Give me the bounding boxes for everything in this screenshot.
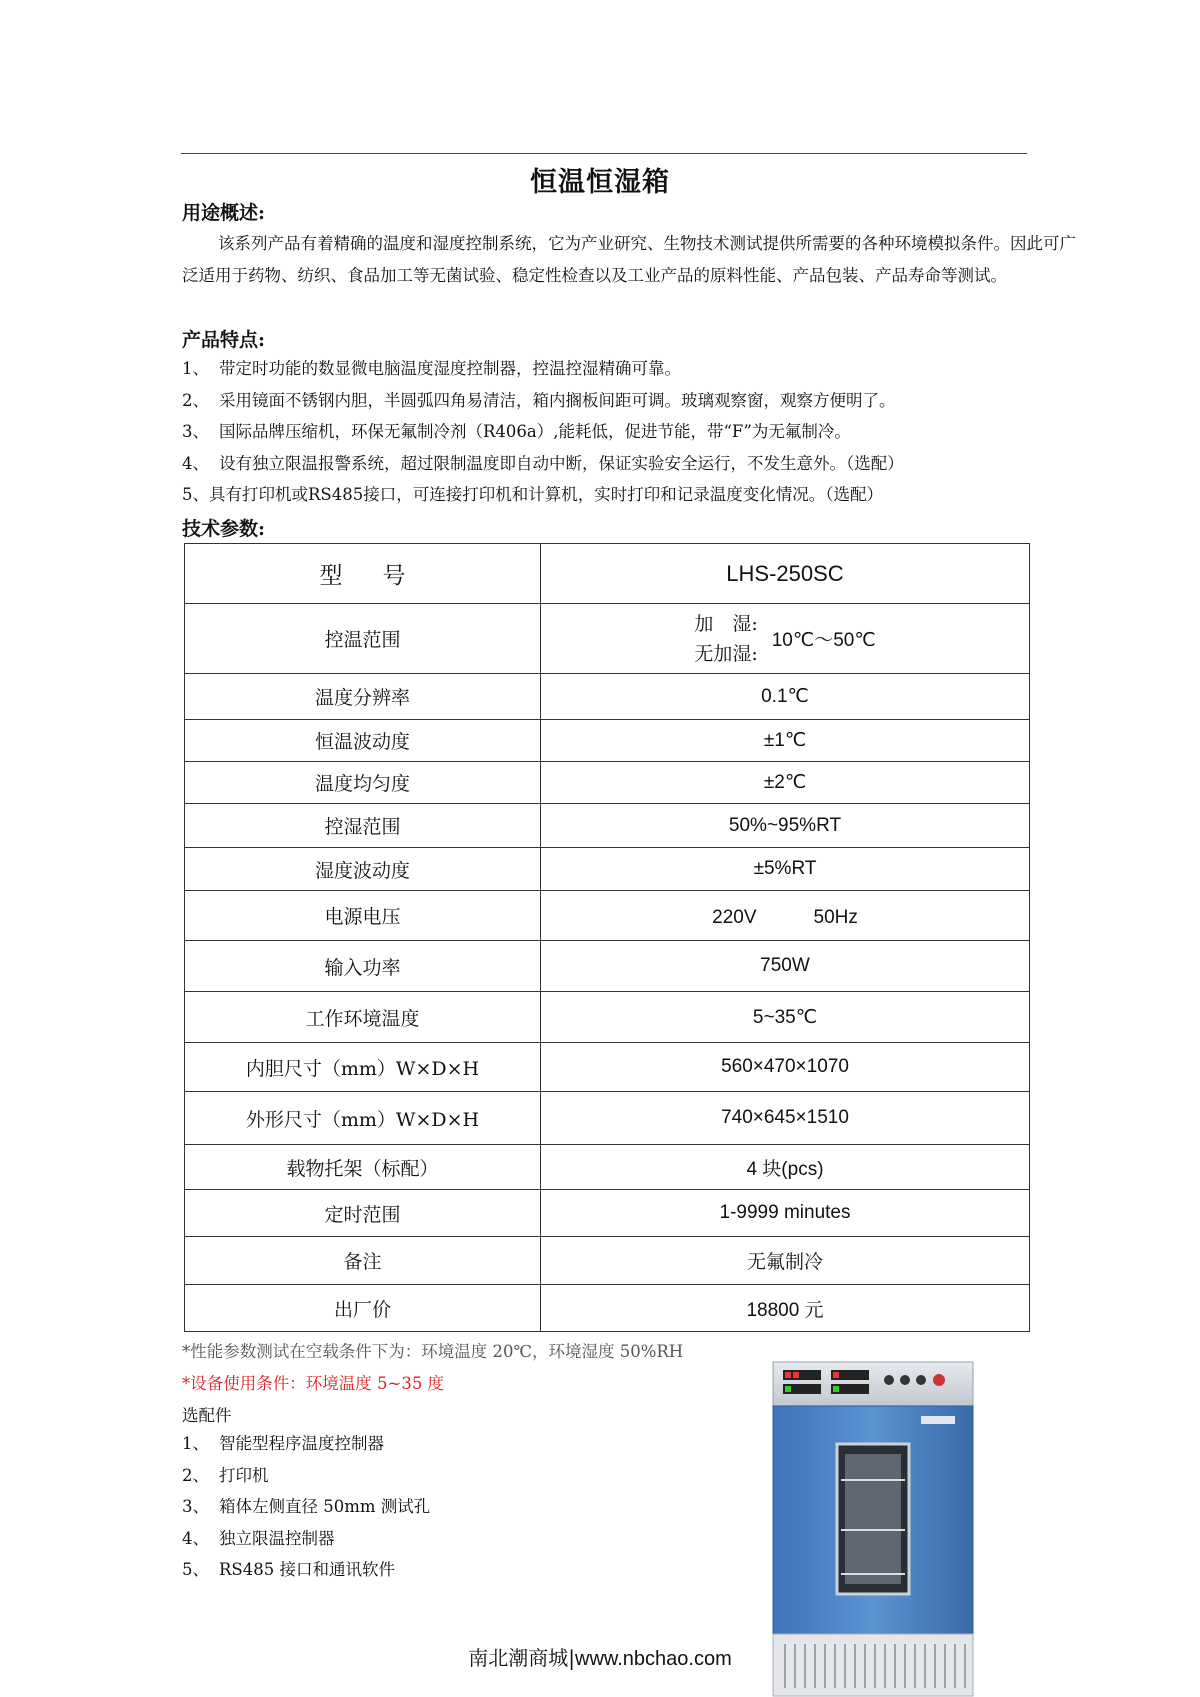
feature-item: 1、 带定时功能的数显微电脑温度湿度控制器，控温控湿精确可靠。: [182, 359, 681, 378]
table-row: [185, 1092, 1030, 1145]
feature-item: 4、 设有独立限温报警系统，超过限制温度即自动中断，保证实验安全运行，不发生意外。（选配）: [182, 453, 904, 473]
row-key: 工作环境温度: [185, 992, 541, 1043]
row-key: 备注: [185, 1237, 541, 1285]
row-value: ±5%RT: [541, 848, 1030, 891]
row-key: 温度分辨率: [185, 674, 541, 720]
header-rule: [181, 153, 1027, 154]
option-item: 4、 独立限温控制器: [182, 1528, 335, 1548]
options-heading: 选配件: [182, 1406, 232, 1425]
table-row: [185, 674, 1030, 720]
row-key: 外形尺寸（mm）W×D×H: [185, 1092, 541, 1145]
row-value: 1-9999 minutes: [541, 1190, 1030, 1237]
feature-item: 5、具有打印机或RS485接口，可连接打印机和计算机，实时打印和记录温度变化情况。（选配）: [182, 485, 883, 504]
overview-paragraph: [182, 228, 1092, 291]
table-row: [185, 1237, 1030, 1285]
test-condition-note: *性能参数测试在空载条件下为：环境温度 20℃，环境湿度 50%RH: [182, 1342, 684, 1361]
table-row: [185, 941, 1030, 992]
row-key: 载物托架（标配）: [185, 1145, 541, 1190]
specs-heading: 技术参数:: [182, 518, 266, 540]
features-heading: 产品特点:: [182, 329, 266, 351]
row-value: 18800 元: [541, 1285, 1030, 1332]
table-row: [185, 720, 1030, 762]
temp-range-value: 10℃～50℃: [771, 630, 876, 651]
footer-url-link[interactable]: www.nbchao.com: [575, 1648, 732, 1670]
row-value: 无氟制冷: [541, 1237, 1030, 1285]
table-row: [185, 1190, 1030, 1237]
feature-item: 3、 国际品牌压缩机，环保无氟制冷剂（R406a）,能耗低，促进节能，带“F”为无氟制冷。: [182, 422, 851, 441]
row-value: 4 块(pcs): [541, 1145, 1030, 1190]
footer-separator: |: [568, 1646, 575, 1670]
table-row: [185, 992, 1030, 1043]
row-key: 温度均匀度: [185, 762, 541, 804]
option-item: 3、 箱体左侧直径 50mm 测试孔: [182, 1497, 431, 1516]
table-row: [185, 891, 1030, 941]
row-key: 内胆尺寸（mm）W×D×H: [185, 1043, 541, 1092]
table-row: [185, 804, 1030, 848]
table-row: [185, 1145, 1030, 1190]
row-value: 750W: [541, 941, 1030, 992]
row-value: 50%~95%RT: [541, 804, 1030, 848]
option-item: 1、 智能型程序温度控制器: [182, 1434, 384, 1453]
row-value: 740×645×1510: [541, 1092, 1030, 1145]
row-value: 5~35℃: [541, 992, 1030, 1043]
table-row: [185, 1285, 1030, 1332]
row-key: 湿度波动度: [185, 848, 541, 891]
temp-range-label-nohumid: 无加湿:: [694, 642, 758, 665]
table-row: [185, 604, 1030, 674]
model-value: LHS-250SC: [541, 544, 1030, 604]
option-item: 5、 RS485 接口和通讯软件: [182, 1560, 395, 1579]
row-value: 220V 50Hz: [541, 891, 1030, 941]
option-item: 2、 打印机: [182, 1465, 269, 1485]
table-header-row: [185, 544, 1030, 604]
row-value: ±2℃: [541, 762, 1030, 804]
model-key: 型 号: [185, 544, 541, 604]
row-value: 0.1℃: [541, 674, 1030, 720]
options-list: [182, 1428, 430, 1586]
row-key: 定时范围: [185, 1190, 541, 1237]
temp-range-key: 控温范围: [185, 604, 541, 674]
table-row: [185, 848, 1030, 891]
row-value: ±1℃: [541, 720, 1030, 762]
footer-brand: [0, 1642, 1200, 1671]
row-key: 出厂价: [185, 1285, 541, 1332]
page-title: 恒温恒湿箱: [530, 167, 670, 198]
row-key: 输入功率: [185, 941, 541, 992]
row-key: 恒温波动度: [185, 720, 541, 762]
usage-condition-note: *设备使用条件：环境温度 5~35 度: [182, 1374, 445, 1393]
temp-range-label-humid: 加 湿:: [694, 612, 758, 635]
row-key: 电源电压: [185, 891, 541, 941]
feature-item: 2、 采用镜面不锈钢内胆，半圆弧四角易清洁，箱内搁板间距可调。玻璃观察窗，观察方便明了。: [182, 390, 896, 410]
overview-heading: 用途概述:: [182, 202, 266, 224]
table-row: [185, 1043, 1030, 1092]
footer-brand-name: 南北潮商城: [468, 1646, 569, 1670]
overview-text: 该系列产品有着精确的温度和湿度控制系统，它为产业研究、生物技术测试提供所需要的各种环境模拟条件。因此可广泛适用于药物、纺织、食品加工等无菌试验、稳定性检查以及工业产品的原料性能、产品包装、产品寿命等测试。: [182, 234, 1076, 285]
features-list: [182, 353, 904, 511]
spec-table: [184, 543, 1030, 1332]
table-row: [185, 762, 1030, 804]
temp-range-cell: [541, 604, 1030, 674]
row-key: 控湿范围: [185, 804, 541, 848]
row-value: 560×470×1070: [541, 1043, 1030, 1092]
